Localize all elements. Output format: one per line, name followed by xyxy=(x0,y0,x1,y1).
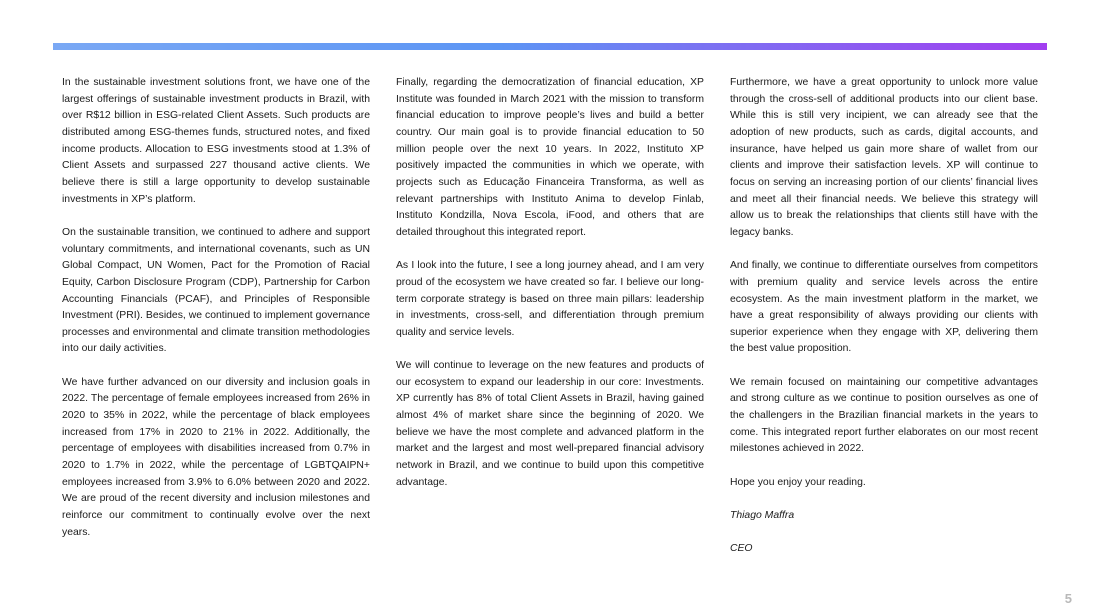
paragraph-diversity-inclusion: We have further advanced on our diversity and inclusion goals in 2022. The percentage of female employees increased from 26% in 2020 to 35% in 2022, while the percentage of black employees increased from 17% in 2020 to 21% in 2022. Additionally, the percentage of employees with disabilities increased from 0.7% in 2020 to 1.7% in 2022, while the percentage of LGBTQAIPN+ employees increased from 3.9% to 6.0% between 2020 and 2022. We are proud of the recent diversity and inclusion milestones and reinforce our commitment to continually evolve over the next years. xyxy=(62,376,370,538)
paragraph-cross-sell: Furthermore, we have a great opportunity to unlock more value through the cross-sell of additional products into our client base. While this is still very incipient, we can already see that the adoption of new products, such as cards, digital accounts, and insurance, have helped us gain more share of wallet from our clients and improve their satisfaction levels. XP will continue to focus on serving an increasing portion of our clients’ financial lives and meet all their financial needs. We believe this strategy will allow us to break the relationships that clients still have with the legacy banks. xyxy=(730,77,1038,238)
page-number: 5 xyxy=(1064,591,1072,606)
paragraph-competitive-advantages: We remain focused on maintaining our competitive advantages and strong culture as we continue to position ourselves as one of the challengers in the Brazilian financial markets in the years to come. This integrated report further elaborates on our most recent milestones achieved in 2022. xyxy=(730,376,1038,455)
paragraph-sustainable-transition: On the sustainable transition, we continued to adhere and support voluntary commitments, and international covenants, such as UN Global Compact, UN Women, Pact for the Promotion of Racial Equity, Carbon Disclosure Program (CDP), Partnership for Carbon Accounting Financials (PCAF), and Principles of Responsible Investment (PRI). Besides, we continued to implement governance processes and environmental and climate transition methodologies into our daily activities. xyxy=(62,226,370,355)
text-column-2 xyxy=(396,75,704,508)
paragraph-investments-leadership: We will continue to leverage on the new features and products of our ecosystem to expand our leadership in our core: Investments. XP currently has 8% of total Client Assets in Brazil, having gained almost 4% of market share since the beginning of 2020. We believe we have the most complete and advanced platform in the market and the largest and most well-prepared financial advisory network in Brazil, and we continue to build upon this competitive advantage. xyxy=(396,360,704,488)
signature-title: CEO xyxy=(730,543,753,555)
text-column-1 xyxy=(62,75,370,558)
text-column-3 xyxy=(730,75,1038,575)
paragraph-financial-education: Finally, regarding the democratization of financial education, XP Institute was founded in March 2021 with the mission to transform financial education to improve people’s lives and build a better country. Our main goal is to provide financial education to 50 million people over the next 10 years. In 2022, Instituto XP positively impacted the communities in which we operate, with projects such as Educação Financeira Transforma, as well as relevant partnerships with Instituto Anima to develop Finlab, Instituto Kondzilla, Nova Escola, iFood, and others that are detailed throughout this integrated report. xyxy=(396,77,704,238)
paragraph-sustainable-investment: In the sustainable investment solutions front, we have one of the largest offerings of sustainable investment products in Brazil, with over R$12 billion in ESG-related Client Assets. Such products are distributed among ESG-themes funds, structured notes, and fixed income products. Allocation to ESG investments stood at 1.3% of Client Assets and surpassed 227 thousand active clients. We believe there is still a large opportunity to develop sustainable investments in XP’s platform. xyxy=(62,77,370,205)
paragraph-differentiation: And finally, we continue to differentiate ourselves from competitors with premium quality and service levels across the entire ecosystem. As the main investment platform in the market, we have a great responsibility of always providing our clients with superior experience when they engage with XP, delivering them the best value proposition. xyxy=(730,260,1038,355)
paragraph-closing: Hope you enjoy your reading. xyxy=(730,476,866,488)
header-accent-bar xyxy=(53,43,1047,50)
paragraph-future-strategy: As I look into the future, I see a long journey ahead, and I am very proud of the ecosystem we have created so far. I believe our long-term corporate strategy is based on three main pillars: leadership in investments, cross-sell, and differentiation through premium quality and service levels. xyxy=(396,260,704,338)
signature-name: Thiago Maffra xyxy=(730,510,795,521)
